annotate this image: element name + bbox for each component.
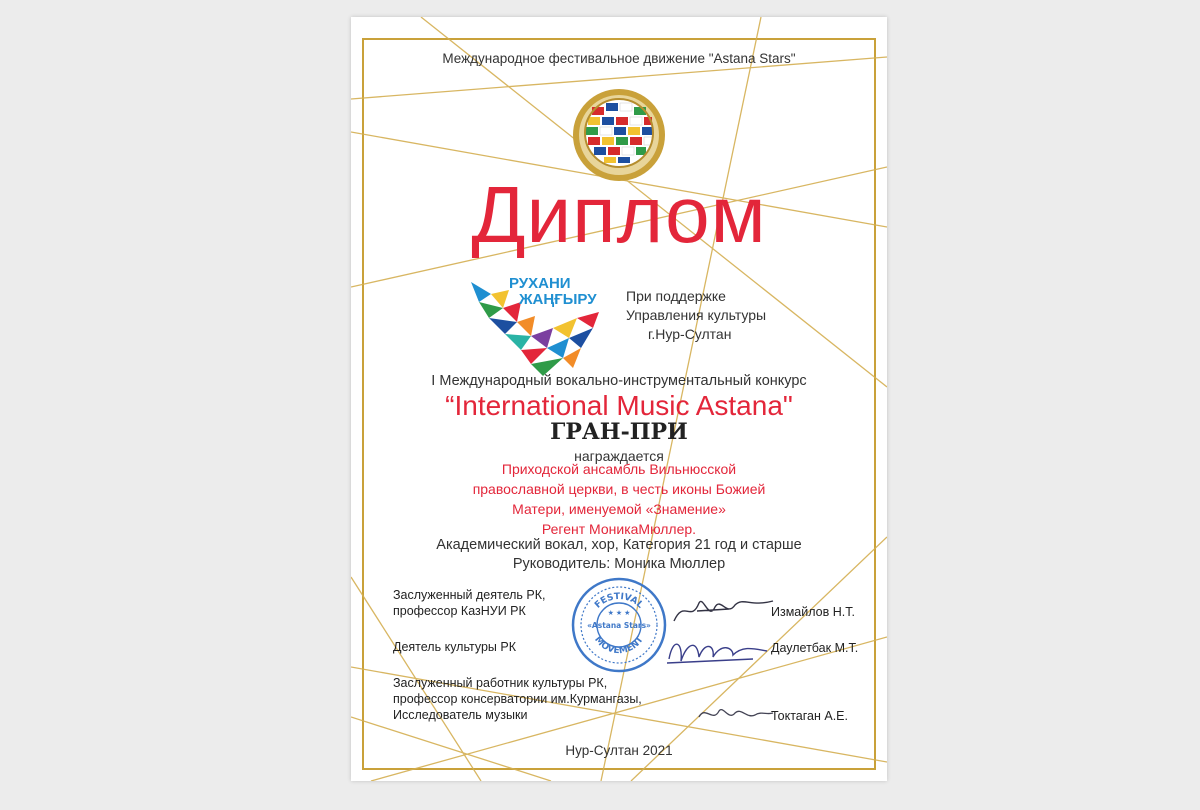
signatory-1-title: Заслуженный деятель РК, профессор КазНУИ РК xyxy=(393,588,546,618)
support-line: При поддержке xyxy=(626,288,726,304)
recipient-line: Матери, именуемой «Знамение» xyxy=(512,501,726,517)
support-line: г.Нур-Султан xyxy=(648,326,732,342)
signatory-3-name: Токтаган А.Е. xyxy=(771,709,848,723)
signatory-2-name: Даулетбак М.Т. xyxy=(771,641,859,655)
category-line: Академический вокал, хор, Категория 21 год и старше xyxy=(436,537,802,553)
svg-text:★ ★ ★: ★ ★ ★ xyxy=(607,610,631,617)
award-title: ГРАН-ПРИ xyxy=(550,419,688,445)
recipient-line: православной церкви, в честь иконы Божией xyxy=(472,481,766,497)
signature-1 xyxy=(669,593,779,627)
signatory-1-name: Измайлов Н.Т. xyxy=(771,605,855,619)
stamp-bottom-text: MOVEMENT xyxy=(592,634,646,657)
brand-line-2: ЖАҢҒЫРУ xyxy=(519,291,597,308)
signatory-2-title: Деятель культуры РК xyxy=(393,640,517,654)
festival-header: Международное фестивальное движение "Astana Stars" xyxy=(442,51,796,66)
festival-stamp xyxy=(569,575,669,675)
recipient-line: Регент МоникаМюллер. xyxy=(541,521,697,537)
diploma-document xyxy=(351,17,887,781)
support-line: Управления культуры xyxy=(626,307,767,323)
diploma-title: Диплом xyxy=(471,170,767,259)
signature-2 xyxy=(663,629,773,669)
awarded-label: награждается xyxy=(574,448,664,464)
stamp-top-text: FESTIVAL xyxy=(593,591,645,611)
competition-name: “International Music Astana" xyxy=(445,390,793,421)
footer-place-year: Нур-Султан 2021 xyxy=(565,743,673,758)
leader-line: Руководитель: Моника Мюллер xyxy=(512,556,726,572)
support-block xyxy=(626,287,766,344)
signatory-3-title: Заслуженный работник культуры РК, профессор консерватории им.Курмангазы, Исследователь музыки xyxy=(393,676,642,722)
brand-line-1: РУХАНИ xyxy=(509,275,571,292)
recipient-line: Приходской ансамбль Вильнюсской xyxy=(501,461,737,477)
stamp-center-text: «Astana Stars» xyxy=(587,621,651,630)
competition-line: I Международный вокально-инструментальный конкурс xyxy=(431,373,807,389)
signature-3 xyxy=(695,703,775,725)
